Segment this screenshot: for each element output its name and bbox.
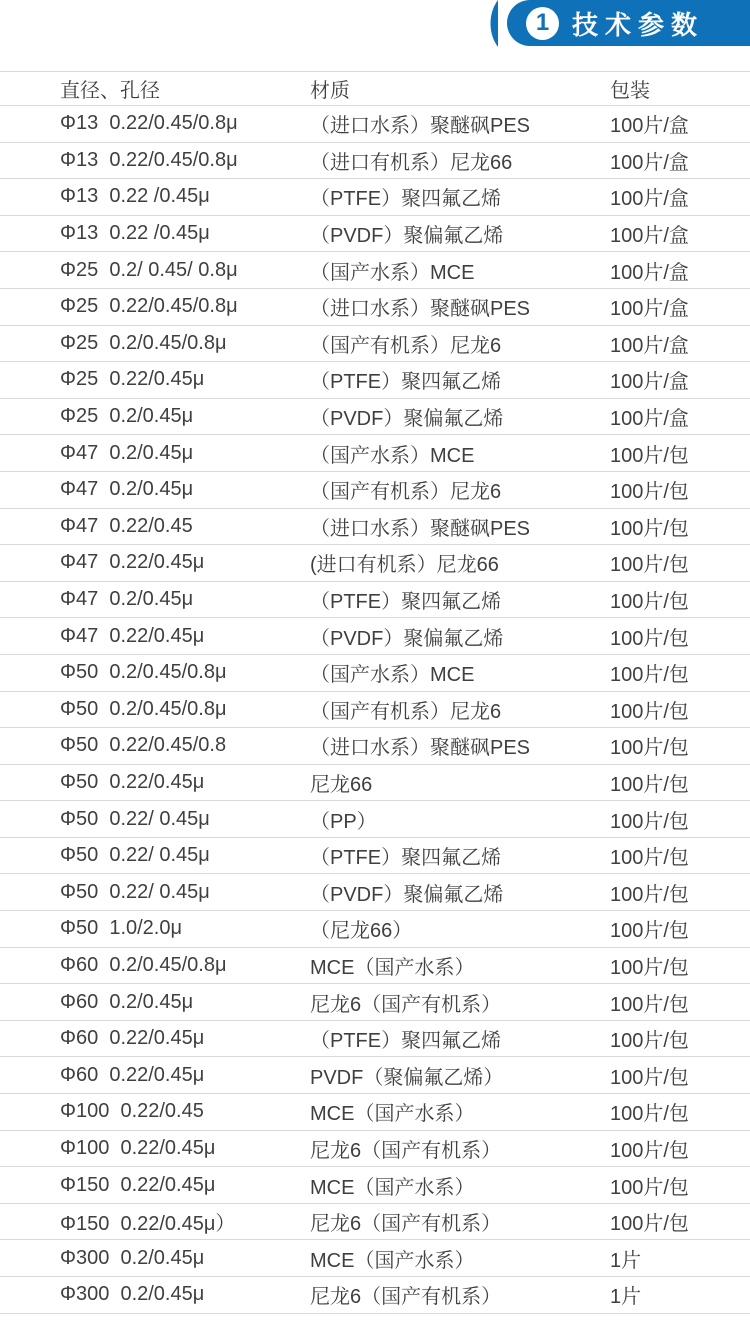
cell-material: （PP） [310, 810, 377, 833]
cell-size: Φ60 0.22/0.45μ [60, 1027, 205, 1050]
cell-pack: 100片/包 [610, 1103, 689, 1126]
cell-material: （进口水系）聚醚砜PES [310, 737, 531, 760]
cell-size: Φ47 0.22/0.45 [60, 514, 193, 537]
cell-material: （PVDF）聚偏氟乙烯 [310, 627, 504, 650]
table-body [0, 105, 750, 1313]
cell-material: MCE（国产水系） [310, 1103, 475, 1126]
table-row [0, 434, 750, 471]
cell-material: （PTFE）聚四氟乙烯 [310, 188, 502, 211]
cell-material: 尼龙6（国产有机系） [310, 993, 502, 1016]
cell-material: (进口有机系）尼龙66 [310, 554, 499, 577]
cell-material: （PVDF）聚偏氟乙烯 [310, 883, 504, 906]
cell-size: Φ50 0.22/0.45μ [60, 770, 205, 793]
table-row [0, 837, 750, 874]
cell-pack: 100片/包 [610, 956, 689, 979]
table-row [0, 1239, 750, 1276]
table-row [0, 654, 750, 691]
table-row [0, 215, 750, 252]
cell-pack: 100片/包 [610, 1066, 689, 1089]
cell-pack: 100片/包 [610, 664, 689, 687]
cell-size: Φ300 0.2/0.45μ [60, 1246, 205, 1269]
cell-material: （国产有机系）尼龙6 [310, 334, 502, 357]
cell-pack: 100片/包 [610, 1213, 689, 1236]
cell-pack: 100片/包 [610, 993, 689, 1016]
table-row [0, 1020, 750, 1057]
cell-size: Φ150 0.22/0.45μ） [60, 1213, 236, 1236]
cell-size: Φ25 0.22/0.45/0.8μ [60, 295, 238, 318]
table-row [0, 325, 750, 362]
cell-pack: 100片/盒 [610, 151, 689, 174]
cell-size: Φ60 0.2/0.45μ [60, 990, 194, 1013]
column-header-material: 材质 [310, 80, 350, 102]
table-row [0, 508, 750, 545]
cell-material: PVDF（聚偏氟乙烯） [310, 1066, 504, 1089]
table-row [0, 1276, 750, 1313]
cell-size: Φ100 0.22/0.45 [60, 1100, 204, 1123]
cell-material: MCE（国产水系） [310, 1249, 475, 1272]
cell-size: Φ100 0.22/0.45μ [60, 1136, 216, 1159]
cell-size: Φ50 0.22/ 0.45μ [60, 880, 210, 903]
table-row [0, 178, 750, 215]
cell-material: （进口有机系）尼龙66 [310, 151, 513, 174]
cell-material: MCE（国产水系） [310, 956, 475, 979]
cell-material: 尼龙6（国产有机系） [310, 1139, 502, 1162]
table-row [0, 764, 750, 801]
section-ribbon [507, 0, 750, 46]
cell-pack: 100片/盒 [610, 408, 689, 431]
cell-pack: 100片/盒 [610, 225, 689, 248]
table-row [0, 727, 750, 764]
cell-size: Φ150 0.22/0.45μ [60, 1173, 216, 1196]
cell-size: Φ13 0.22/0.45/0.8μ [60, 112, 238, 135]
cell-size: Φ47 0.2/0.45μ [60, 478, 194, 501]
table-row [0, 398, 750, 435]
cell-size: Φ25 0.22/0.45μ [60, 368, 205, 391]
table-row [0, 617, 750, 654]
table-row [0, 142, 750, 179]
cell-size: Φ50 0.22/ 0.45μ [60, 807, 210, 830]
table-row [0, 983, 750, 1020]
table-header-row [0, 71, 750, 105]
cell-material: （PTFE）聚四氟乙烯 [310, 591, 502, 614]
cell-size: Φ50 0.2/0.45/0.8μ [60, 661, 227, 684]
cell-pack: 100片/包 [610, 883, 689, 906]
section-title: 技术参数 [572, 9, 705, 40]
cell-material: 尼龙6（国产有机系） [310, 1213, 502, 1236]
cell-pack: 100片/包 [610, 444, 689, 467]
section-number-badge [526, 7, 559, 40]
column-header-pack: 包装 [610, 80, 650, 102]
table-row [0, 1056, 750, 1093]
cell-size: Φ13 0.22 /0.45μ [60, 185, 210, 208]
spec-table [0, 71, 750, 1314]
cell-pack: 100片/盒 [610, 334, 689, 357]
column-header-size: 直径、孔径 [60, 80, 160, 102]
cell-material: 尼龙6（国产有机系） [310, 1286, 502, 1309]
cell-size: Φ60 0.22/0.45μ [60, 1063, 205, 1086]
table-row [0, 471, 750, 508]
cell-size: Φ25 0.2/ 0.45/ 0.8μ [60, 258, 238, 281]
cell-pack: 100片/包 [610, 847, 689, 870]
cell-size: Φ50 0.22/0.45/0.8 [60, 734, 227, 757]
table-row [0, 251, 750, 288]
table-row [0, 288, 750, 325]
cell-size: Φ300 0.2/0.45μ [60, 1283, 205, 1306]
table-row [0, 1093, 750, 1130]
table-row [0, 873, 750, 910]
cell-material: （PVDF）聚偏氟乙烯 [310, 225, 504, 248]
cell-size: Φ47 0.2/0.45μ [60, 588, 194, 611]
cell-pack: 100片/包 [610, 554, 689, 577]
cell-pack: 100片/盒 [610, 371, 689, 394]
cell-pack: 100片/包 [610, 481, 689, 504]
cell-pack: 100片/盒 [610, 188, 689, 211]
cell-pack: 100片/包 [610, 773, 689, 796]
cell-size: Φ47 0.22/0.45μ [60, 551, 205, 574]
cell-pack: 100片/包 [610, 1139, 689, 1162]
cell-size: Φ47 0.22/0.45μ [60, 624, 205, 647]
cell-pack: 100片/包 [610, 737, 689, 760]
cell-pack: 100片/包 [610, 627, 689, 650]
section-number: 1 [535, 9, 550, 36]
cell-pack: 100片/盒 [610, 261, 689, 284]
table-row [0, 947, 750, 984]
cell-pack: 100片/包 [610, 1030, 689, 1053]
table-row [0, 544, 750, 581]
table-row [0, 1203, 750, 1240]
cell-pack: 1片 [610, 1249, 642, 1272]
cell-size: Φ50 0.2/0.45/0.8μ [60, 697, 227, 720]
cell-pack: 100片/盒 [610, 115, 689, 138]
cell-size: Φ25 0.2/0.45/0.8μ [60, 331, 227, 354]
cell-material: （国产有机系）尼龙6 [310, 481, 502, 504]
cell-pack: 100片/包 [610, 810, 689, 833]
cell-material: （国产水系）MCE [310, 444, 475, 467]
cell-size: Φ25 0.2/0.45μ [60, 405, 194, 428]
table-row [0, 800, 750, 837]
table-row [0, 105, 750, 142]
cell-material: （PTFE）聚四氟乙烯 [310, 1030, 502, 1053]
table-row [0, 361, 750, 398]
cell-material: （PVDF）聚偏氟乙烯 [310, 408, 504, 431]
cell-material: （PTFE）聚四氟乙烯 [310, 847, 502, 870]
table-row [0, 1130, 750, 1167]
ribbon-crescent-icon [486, 0, 502, 47]
cell-size: Φ13 0.22 /0.45μ [60, 222, 210, 245]
cell-size: Φ13 0.22/0.45/0.8μ [60, 148, 238, 171]
cell-pack: 100片/包 [610, 517, 689, 540]
cell-pack: 100片/盒 [610, 298, 689, 321]
cell-material: MCE（国产水系） [310, 1176, 475, 1199]
cell-pack: 100片/包 [610, 591, 689, 614]
cell-material: 尼龙66 [310, 773, 373, 796]
cell-pack: 100片/包 [610, 1176, 689, 1199]
cell-material: （PTFE）聚四氟乙烯 [310, 371, 502, 394]
cell-material: （进口水系）聚醚砜PES [310, 115, 531, 138]
cell-pack: 100片/包 [610, 700, 689, 723]
table-row [0, 691, 750, 728]
cell-size: Φ50 1.0/2.0μ [60, 917, 183, 940]
cell-pack: 100片/包 [610, 920, 689, 943]
cell-material: （国产水系）MCE [310, 261, 475, 284]
cell-material: （国产有机系）尼龙6 [310, 700, 502, 723]
cell-material: （国产水系）MCE [310, 664, 475, 687]
cell-size: Φ47 0.2/0.45μ [60, 441, 194, 464]
cell-size: Φ60 0.2/0.45/0.8μ [60, 953, 227, 976]
cell-material: （进口水系）聚醚砜PES [310, 298, 531, 321]
cell-material: （进口水系）聚醚砜PES [310, 517, 531, 540]
cell-material: （尼龙66） [310, 920, 413, 943]
table-row [0, 581, 750, 618]
cell-pack: 1片 [610, 1286, 642, 1309]
cell-size: Φ50 0.22/ 0.45μ [60, 844, 210, 867]
table-row [0, 910, 750, 947]
table-row [0, 1166, 750, 1203]
